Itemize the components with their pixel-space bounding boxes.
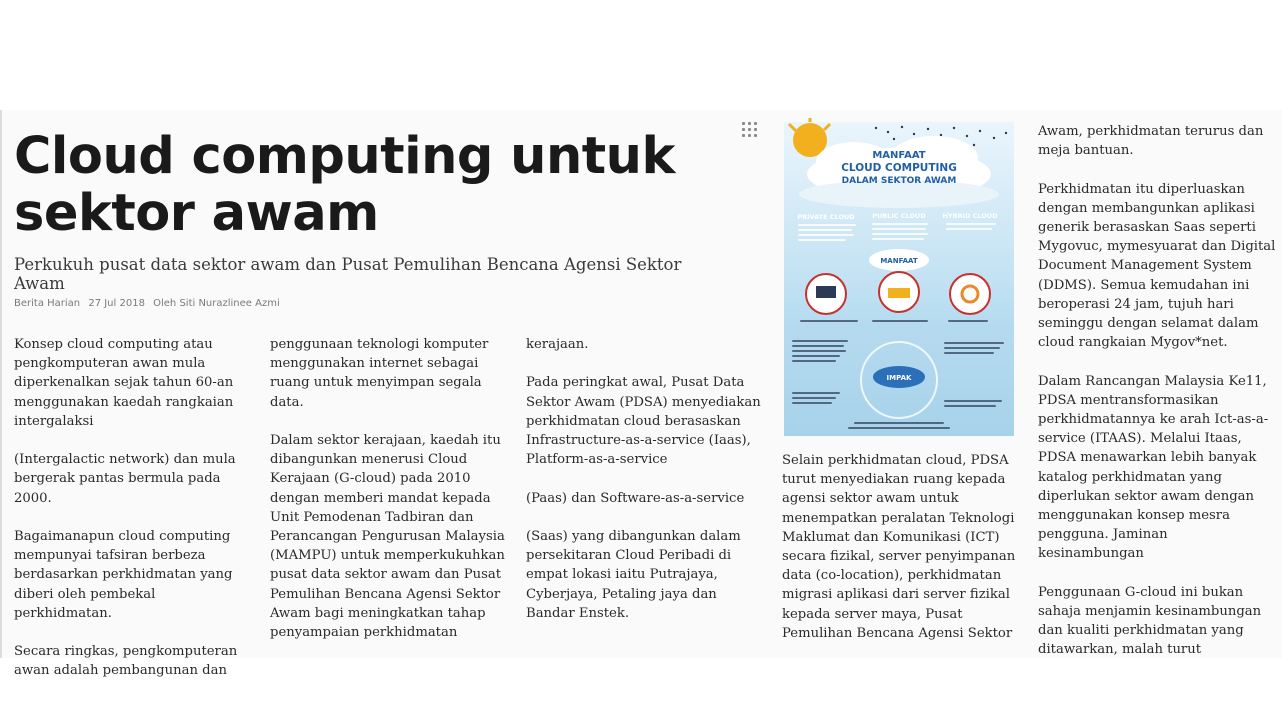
- hybrid-cloud-label: HYBRID CLOUD: [942, 212, 998, 220]
- text-column-3: [526, 335, 764, 645]
- paragraph: (Intergalactic network) dan mula bergerak pantas bermula pada 2000.: [14, 452, 236, 506]
- paragraph: Penggunaan G-cloud ini bukan sahaja menjamin kesinambungan dan kualiti perkhidmatan yang ditawarkan, malah turut: [1038, 584, 1262, 658]
- paragraph: penggunaan teknologi komputer menggunakan internet sebagai ruang untuk menyimpan segala data.: [270, 337, 489, 410]
- paragraph: Perkhidmatan itu diperluaskan dengan membangunkan aplikasi generik berasaskan Saas seperti Mygovuc, mymesyuarat dan Digital Document Management System (DDMS). Semua kemudahan ini beroperasi 24 jam, tujuh hari seminggu dengan selamat dalam cloud rangkaian Mygov*net.: [1038, 181, 1276, 351]
- article-clip: [0, 110, 1282, 679]
- impak-label: IMPAK: [886, 374, 912, 382]
- paragraph: Selain perkhidmatan cloud, PDSA turut menyediakan ruang kepada agensi sektor awam untuk menempatkan peralatan Teknologi Maklumat dan Komunikasi (ICT) secara fizikal, server penyimpanan data (co-location), perkhidmatan migrasi aplikasi dari server fizikal kepada server maya, Pusat Pemulihan Bencana Agensi Sektor: [782, 453, 1016, 641]
- meta-author: Oleh Siti Nurazlinee Azmi: [153, 298, 280, 309]
- article-meta: [14, 298, 285, 309]
- benefit-icons: [806, 272, 990, 314]
- paragraph: (Saas) yang dibangunkan dalam persekitaran Cloud Peribadi di empat lokasi iaitu Putrajaya, Cyberjaya, Petaling jaya dan Bandar Enstek.: [526, 528, 741, 621]
- infographic-image: [784, 122, 1014, 436]
- text-column-1: [14, 335, 252, 679]
- paragraph: (Paas) dan Software-as-a-service: [526, 490, 745, 506]
- text-column-4: [782, 451, 1020, 645]
- paragraph: Secara ringkas, pengkomputeran awan adalah pembangunan dan: [14, 644, 238, 679]
- paragraph: Bagaimanapun cloud computing mempunyai tafsiran berbeza berdasarkan perkhidmatan yang diberi oleh pembekal perkhidmatan.: [14, 529, 233, 621]
- infographic-title-1: MANFAAT: [872, 150, 926, 161]
- text-column-2: [270, 335, 508, 645]
- paragraph: Konsep cloud computing atau pengkomputeran awan mula diperkenalkan sejak tahun 60-an menggunakan kaedah rangkaian intergalaksi: [14, 337, 234, 429]
- paragraph: Pada peringkat awal, Pusat Data Sektor Awam (PDSA) menyediakan perkhidmatan cloud berasaskan Infrastructure-as-a-service (Iaas), Platform-as-a-service: [526, 375, 761, 468]
- article-headline: Cloud computing untuk sektor awam: [14, 127, 675, 243]
- meta-date: 27 Jul 2018: [88, 298, 145, 309]
- article-subhead: Perkukuh pusat data sektor awam dan Pusat Pemulihan Bencana Agensi Sektor Awam: [14, 255, 682, 293]
- paragraph: Dalam sektor kerajaan, kaedah itu dibangunkan menerusi Cloud Kerajaan (G-cloud) pada 2010 dengan memberi mandat kepada Unit Pemodenan Tadbiran dan Perancangan Pengurusan Malaysia (MAMPU) untuk memperkukuhkan pusat data sektor awam dan Pusat Pemulihan Bencana Agensi Sektor Awam bagi meningkatkan tahap penyampaian perkhidmatan: [270, 433, 505, 641]
- infographic-title-3: DALAM SEKTOR AWAM: [841, 176, 957, 186]
- meta-source: Berita Harian: [14, 298, 81, 309]
- public-cloud-label: PUBLIC CLOUD: [872, 212, 926, 220]
- infographic-title-2: CLOUD COMPUTING: [841, 162, 957, 174]
- text-column-5: [1038, 122, 1276, 658]
- manfaat-label: MANFAAT: [880, 257, 918, 265]
- paragraph: kerajaan.: [526, 337, 589, 352]
- paragraph: Dalam Rancangan Malaysia Ke11, PDSA mentransformasikan perkhidmatannya ke arah Ict-as-a-service (ITAAS). Melalui Itaas, PDSA menawarkan lebih banyak katalog perkhidmatan yang diperlukan sektor awam dengan menggunakan konsep mesra pengguna. Jaminan kesinambungan: [1038, 373, 1269, 562]
- drag-handle-icon[interactable]: [742, 122, 758, 138]
- paragraph: Awam, perkhidmatan terurus dan meja bantuan.: [1038, 124, 1264, 159]
- private-cloud-label: PRIVATE CLOUD: [797, 213, 855, 221]
